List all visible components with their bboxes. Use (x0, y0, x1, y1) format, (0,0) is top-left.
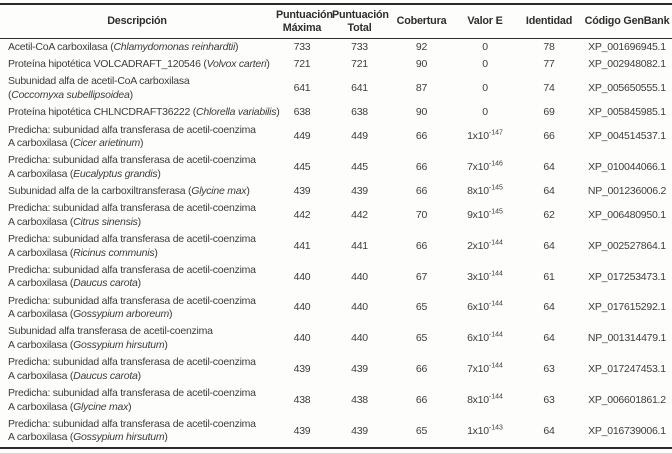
identity-cell: 62 (543, 209, 555, 222)
e-value-cell: $7x10^{-144}$ (467, 362, 503, 376)
description-cell (0, 152, 274, 183)
description-text: Acetil-CoA carboxilasa ( (8, 40, 114, 53)
coverage-cell: 66 (415, 161, 428, 174)
description-text: ) (137, 369, 141, 382)
table-body (0, 39, 672, 448)
e-value-exponent: -145 (488, 184, 503, 192)
results-table (0, 3, 672, 449)
species-name: Gossypium hirsutum (73, 338, 165, 351)
description-cell (0, 385, 274, 416)
table-row (0, 324, 672, 355)
description-cell (0, 122, 274, 153)
table-row (0, 354, 672, 385)
description-text: Proteína hipotética CHLNCDRAFT36222 ( (8, 106, 197, 119)
genbank-code-cell: XP_017247453.1 (588, 363, 666, 376)
total-score-cell: 440 (351, 332, 368, 345)
species-name: Cicer arietinum (73, 137, 140, 150)
description-text: Predicha: subunidad alfa transferasa de acetil-coenzima (8, 387, 256, 400)
genbank-code-cell: NP_001314479.1 (587, 332, 667, 345)
species-name: Daucus carota (73, 369, 138, 382)
description-text: Subunidad alfa transferasa de acetil-coenzima (8, 325, 213, 338)
coverage-cell: 66 (415, 185, 428, 198)
species-name: Citrus sinensis (73, 215, 138, 228)
description-cell (0, 262, 274, 293)
e-value-cell: 0 (482, 40, 488, 53)
identity-cell: 64 (543, 185, 555, 198)
description-text: A carboxilasa ( (8, 246, 74, 259)
description-text: ) (169, 308, 173, 321)
table-row (0, 200, 672, 231)
table-row (0, 262, 672, 293)
total-score-cell: 449 (351, 130, 368, 143)
total-score-cell: 733 (351, 40, 368, 53)
column-header-coverage: Cobertura (389, 4, 454, 39)
description-text: ( (8, 88, 12, 101)
table-row (0, 416, 672, 448)
identity-cell: 69 (543, 106, 555, 119)
max-score-cell: 449 (293, 130, 311, 143)
total-score-cell: 441 (351, 239, 368, 252)
max-score-cell: 439 (293, 363, 311, 376)
species-name: Eucalyptus grandis (73, 167, 158, 180)
description-cell (0, 183, 274, 200)
max-score-cell: 733 (293, 40, 311, 53)
genbank-code-cell: XP_001696945.1 (588, 40, 666, 53)
identity-cell: 64 (543, 301, 555, 314)
description-text: Predicha: subunidad alfa transferasa de acetil-coenzima (8, 202, 256, 215)
table-row (0, 152, 672, 183)
description-cell (0, 200, 274, 231)
identity-cell: 74 (543, 82, 555, 95)
e-value-cell: $2x10^{-144}$ (467, 239, 503, 252)
description-text: ) (137, 215, 141, 228)
column-header-genbank-code: Código GenBank (582, 4, 672, 39)
description-text: ) (157, 167, 161, 180)
genbank-code-cell: XP_004514537.1 (588, 130, 666, 143)
description-cell (0, 354, 274, 385)
description-text: Subunidad alfa de acetil-CoA carboxilasa (8, 75, 190, 88)
identity-cell: 77 (543, 58, 555, 71)
coverage-cell: 92 (415, 40, 428, 53)
description-text: A carboxilasa ( (8, 338, 74, 351)
description-text: ) (164, 431, 168, 444)
species-name: Chlamydomonas reinhardtii (113, 40, 236, 53)
identity-cell: 63 (543, 363, 555, 376)
identity-cell: 78 (543, 40, 555, 53)
description-text: ) (128, 400, 132, 413)
header-row (0, 4, 672, 39)
identity-cell: 63 (543, 393, 555, 406)
table-row (0, 74, 672, 105)
total-score-cell: 721 (351, 58, 368, 71)
e-value-exponent: -143 (488, 424, 503, 432)
e-value-exponent: -144 (488, 362, 503, 370)
total-score-cell: 440 (351, 270, 368, 283)
description-text: Subunidad alfa de la carboxiltransferasa ( (8, 185, 192, 198)
description-text: A carboxilasa ( (8, 167, 74, 180)
identity-cell: 64 (543, 332, 555, 345)
description-cell (0, 324, 274, 355)
genbank-code-cell: NP_001236006.2 (587, 185, 667, 198)
genbank-code-cell: XP_002948082.1 (588, 58, 666, 71)
table-row (0, 385, 672, 416)
coverage-cell: 66 (415, 239, 428, 252)
table-row (0, 122, 672, 153)
description-text: Proteína hipotética VOLCADRAFT_120546 ( (8, 58, 207, 71)
coverage-cell: 65 (415, 301, 428, 314)
description-text: ) (154, 246, 158, 259)
identity-cell: 64 (543, 239, 555, 252)
e-value-cell: $9x10^{-145}$ (467, 208, 503, 222)
total-score-cell: 439 (351, 185, 368, 198)
species-name: Ricinus communis (73, 246, 155, 259)
max-score-cell: 439 (293, 424, 311, 437)
species-name: Glycine max (73, 400, 129, 413)
species-name: Gossypium arboreum (73, 308, 169, 321)
e-value-cell: $8x10^{-144}$ (467, 393, 503, 406)
description-text: A carboxilasa ( (8, 215, 74, 228)
max-score-cell: 441 (293, 239, 311, 252)
description-text: Predicha: subunidad alfa transferasa de acetil-coenzima (8, 263, 256, 276)
table-row (0, 231, 672, 262)
max-score-cell: 442 (293, 209, 311, 222)
identity-cell: 64 (543, 161, 555, 174)
description-text: Predicha: subunidad alfa transferasa de acetil-coenzima (8, 233, 256, 246)
description-text: ) (129, 88, 133, 101)
column-header-max-score: Puntuación Máxima (274, 4, 330, 39)
max-score-cell: 438 (293, 393, 311, 406)
e-value-exponent: -144 (488, 300, 503, 308)
coverage-cell: 65 (415, 424, 428, 437)
identity-cell: 64 (543, 424, 555, 437)
description-cell (0, 231, 274, 262)
description-text: Predicha: subunidad alfa transferasa de acetil-coenzima (8, 123, 256, 136)
description-text: ) (235, 40, 239, 53)
description-text: A carboxilasa ( (8, 137, 74, 150)
coverage-cell: 66 (415, 363, 428, 376)
coverage-cell: 90 (415, 58, 428, 71)
total-score-cell: 638 (351, 106, 368, 119)
description-cell (0, 104, 280, 121)
description-text: Predicha: subunidad alfa transferasa de acetil-coenzima (8, 417, 256, 430)
genbank-code-cell: XP_005650555.1 (588, 82, 666, 95)
coverage-cell: 90 (415, 106, 428, 119)
total-score-cell: 438 (351, 393, 368, 406)
description-text: ) (137, 277, 141, 290)
e-value-exponent: -146 (488, 160, 503, 168)
genbank-code-cell: XP_006601861.2 (588, 393, 666, 406)
genbank-code-cell: XP_017253473.1 (588, 270, 666, 283)
max-score-cell: 440 (293, 301, 311, 314)
table-row (0, 104, 672, 121)
total-score-cell: 641 (351, 82, 368, 95)
table-header (0, 4, 672, 39)
e-value-cell: 0 (482, 58, 488, 71)
description-text: A carboxilasa ( (8, 369, 74, 382)
genbank-code-cell: XP_010044066.1 (588, 161, 666, 174)
description-text: ) (164, 338, 168, 351)
coverage-cell: 87 (415, 82, 428, 95)
species-name: Glycine max (191, 185, 247, 198)
e-value-exponent: -147 (488, 129, 503, 137)
description-text: A carboxilasa ( (8, 400, 74, 413)
e-value-cell: $8x10^{-145}$ (467, 184, 503, 198)
description-cell (0, 416, 274, 448)
coverage-cell: 67 (415, 270, 428, 283)
e-value-cell: 0 (482, 82, 488, 95)
coverage-cell: 66 (415, 130, 428, 143)
e-value-exponent: -144 (488, 270, 503, 278)
max-score-cell: 638 (293, 106, 311, 119)
genbank-code-cell: XP_016739006.1 (588, 424, 666, 437)
species-name: Volvox carteri (206, 58, 267, 71)
species-name: Gossypium hirsutum (73, 431, 165, 444)
max-score-cell: 440 (293, 270, 311, 283)
genbank-code-cell: XP_017615292.1 (588, 301, 666, 314)
column-header-e-value: Valor E (454, 4, 516, 39)
max-score-cell: 641 (293, 82, 311, 95)
genbank-code-cell: XP_006480950.1 (588, 209, 666, 222)
e-value-cell: $6x10^{-144}$ (467, 300, 503, 314)
e-value-exponent: -144 (488, 239, 503, 247)
table-row (0, 56, 672, 73)
total-score-cell: 445 (351, 161, 368, 174)
description-text: ) (266, 58, 270, 71)
species-name: Daucus carota (73, 277, 138, 290)
description-text: ) (246, 185, 250, 198)
table-row (0, 183, 672, 200)
column-header-identity: Identidad (516, 4, 582, 39)
description-cell (0, 74, 274, 105)
table-row (0, 293, 672, 324)
column-header-total-score: Puntuación Total (330, 4, 389, 39)
description-cell (0, 39, 274, 57)
coverage-cell: 70 (415, 209, 428, 222)
e-value-cell: $6x10^{-144}$ (467, 331, 503, 345)
e-value-cell: $1x10^{-143}$ (467, 424, 503, 437)
e-value-exponent: -145 (488, 208, 503, 216)
description-text: ) (139, 137, 144, 150)
max-score-cell: 440 (293, 332, 311, 345)
description-text: A carboxilasa ( (8, 431, 74, 444)
species-name: Coccomyxa subellipsoidea (11, 88, 130, 101)
genbank-code-cell: XP_005845985.1 (588, 106, 666, 119)
description-text: Predicha: subunidad alfa transferasa de acetil-coenzima (8, 294, 256, 307)
max-score-cell: 445 (293, 161, 311, 174)
column-header-description: Descripción (0, 4, 274, 39)
description-text: ) (276, 106, 280, 119)
species-name: Chlorella variabilis (196, 106, 277, 119)
coverage-cell: 66 (415, 393, 428, 406)
total-score-cell: 440 (351, 301, 368, 314)
description-text: Predicha: subunidad alfa transferasa de acetil-coenzima (8, 154, 256, 167)
e-value-cell: $7x10^{-146}$ (467, 160, 503, 174)
description-text: A carboxilasa ( (8, 277, 74, 290)
e-value-exponent: -144 (488, 331, 503, 339)
description-text: Predicha: subunidad alfa transferasa de acetil-coenzima (8, 356, 256, 369)
genbank-code-cell: XP_002527864.1 (588, 239, 666, 252)
coverage-cell: 65 (415, 332, 428, 345)
total-score-cell: 439 (351, 424, 368, 437)
identity-cell: 61 (543, 270, 555, 283)
e-value-cell: $1x10^{-147}$ (467, 129, 503, 143)
e-value-exponent: -144 (488, 393, 503, 401)
total-score-cell: 439 (351, 363, 368, 376)
max-score-cell: 721 (293, 58, 311, 71)
total-score-cell: 442 (351, 209, 368, 222)
table-row (0, 39, 672, 57)
description-text: A carboxilasa ( (8, 308, 74, 321)
max-score-cell: 439 (293, 185, 311, 198)
e-value-cell: $3x10^{-144}$ (467, 270, 503, 283)
description-cell (0, 293, 274, 324)
e-value-cell: 0 (482, 106, 488, 119)
description-cell (0, 56, 274, 73)
identity-cell: 66 (543, 130, 555, 143)
